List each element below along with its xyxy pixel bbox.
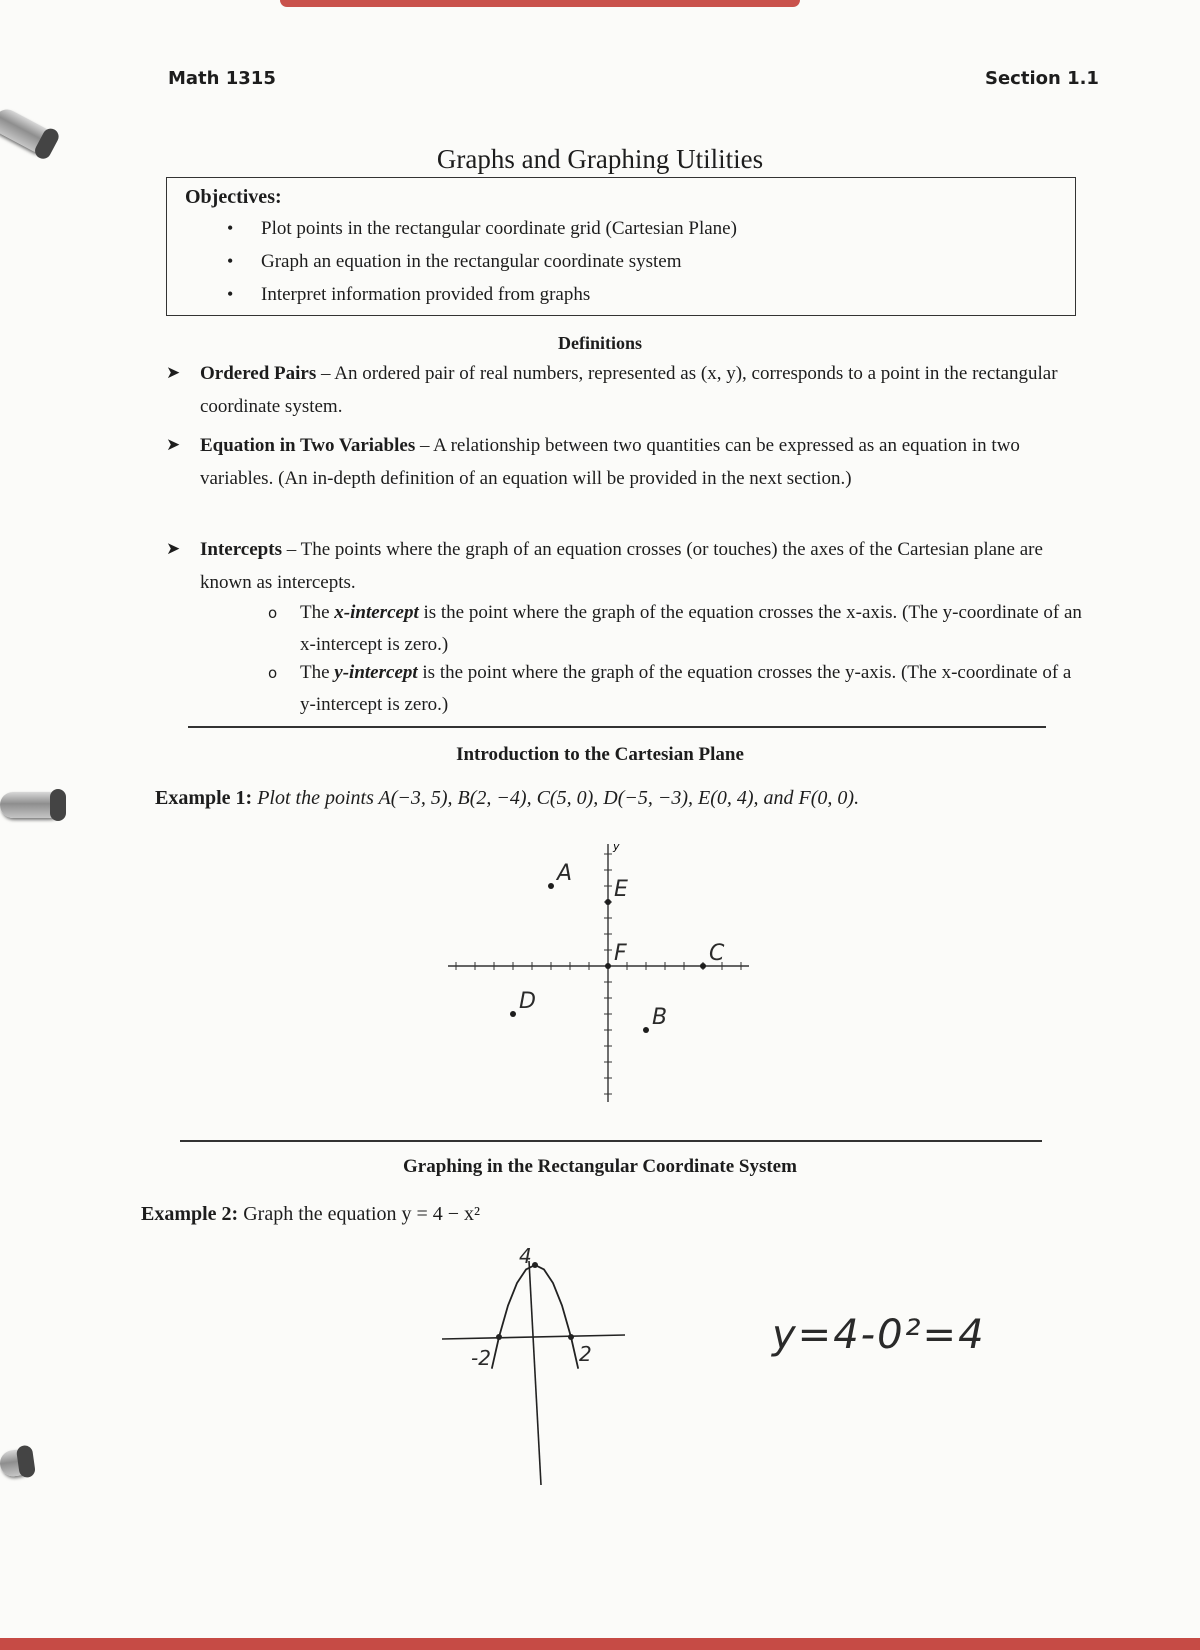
sketch-axes (442, 1261, 625, 1485)
definition-text: – A relationship between two quantities can be expressed as an equation in two variables. (An in-depth definition of an equation will be provided in the next section.) (200, 435, 1020, 489)
parabola-curve (492, 1262, 578, 1369)
point-label: E (614, 877, 628, 902)
definitions-heading: Definitions (557, 333, 642, 353)
objective-item: • Graph an equation in the rectangular coordinate system (227, 245, 737, 278)
point-marker (605, 963, 611, 969)
definition-text: is the point where the graph of the equation crosses the y-axis. (The x-coordinate of a y-intercept is zero.) (300, 662, 1072, 715)
subdefinition-y-intercept: o The y-intercept is the point where the graph of the equation crosses the y-axis. (The x-coordinate of a y-intercept is zero.) (300, 657, 1090, 721)
divider (180, 1140, 1042, 1142)
arrow-bullet-icon: ➤ (166, 435, 181, 455)
definition-term: Ordered Pairs (200, 363, 317, 384)
definition-term: Intercepts (200, 539, 282, 560)
point-label: C (709, 941, 725, 966)
section-heading: Graphing in the Rectangular Coordinate System (403, 1156, 797, 1177)
section-label: Section 1.1 (985, 68, 1099, 89)
point-label: B (652, 1005, 668, 1030)
point-marker (700, 963, 706, 969)
parabola-sketch (440, 1244, 640, 1495)
binder-edge-bottom (0, 1638, 1200, 1650)
definition-text: – An ordered pair of real numbers, represented as (x, y), corresponds to a point in the rectangular coordinate system. (200, 363, 1058, 417)
subdefinition-x-intercept: o The x-intercept is the point where the graph of the equation crosses the x-axis. (The y-coordinate of an x-intercept is zero.) (300, 597, 1090, 661)
course-label: Math 1315 (168, 68, 276, 89)
divider (188, 726, 1046, 728)
y-intercept-marker (532, 1262, 538, 1268)
point-a (548, 861, 572, 889)
example-2 (141, 1203, 480, 1226)
point-marker (548, 883, 554, 889)
objective-item: • Interpret information provided from graphs (227, 278, 737, 311)
point-label: D (519, 989, 536, 1014)
sketch-label: -2 (471, 1346, 491, 1370)
objectives-list (227, 212, 737, 311)
binder-ring (0, 1448, 32, 1478)
point-d (510, 989, 536, 1017)
objectives-heading: Objectives: (185, 186, 282, 208)
definition-intercepts (166, 533, 1090, 599)
definition-text: is the point where the graph of the equation crosses the x-axis. (The y-coordinate of an x-intercept is zero.) (300, 602, 1082, 655)
definition-ordered-pairs (166, 357, 1090, 423)
binder-ring (0, 792, 62, 818)
point-label: A (557, 861, 573, 886)
curve-line (492, 1265, 578, 1369)
circle-bullet-icon: o (268, 664, 278, 682)
sketch-label: 2 (579, 1342, 592, 1366)
point-marker (510, 1011, 516, 1017)
arrow-bullet-icon: ➤ (166, 539, 181, 559)
example-text: Graph the equation y = 4 − x² (238, 1203, 481, 1225)
example-1 (155, 787, 859, 810)
section-heading: Introduction to the Cartesian Plane (456, 744, 744, 765)
objective-item: • Plot points in the rectangular coordinate grid (Cartesian Plane) (227, 212, 737, 245)
plot-axes (448, 844, 749, 1102)
example-label: Example 1: (155, 787, 253, 809)
objectives-box (166, 177, 1076, 316)
plot-points (510, 861, 725, 1033)
x-intercept-marker (496, 1334, 502, 1340)
sketch-label: 4 (519, 1244, 532, 1268)
example-label: Example 2: (141, 1203, 239, 1225)
definition-term: x-intercept (334, 602, 419, 623)
y-axis-label: y (613, 840, 620, 853)
definition-term: Equation in Two Variables (200, 435, 416, 456)
definition-text: – The points where the graph of an equation crosses (or touches) the axes of the Cartesian plane are known as intercepts. (200, 539, 1043, 593)
page-title: Graphs and Graphing Utilities (436, 144, 764, 174)
definition-equation (166, 429, 1090, 495)
binder-edge-top (280, 0, 800, 7)
point-c (700, 941, 725, 969)
arrow-bullet-icon: ➤ (166, 363, 181, 383)
point-label: F (614, 941, 627, 966)
point-marker (643, 1027, 649, 1033)
definition-term: y-intercept (334, 662, 418, 683)
example-text: Plot the points A(−3, 5), B(2, −4), C(5, 0), D(−5, −3), E(0, 4), and F(0, 0). (252, 787, 860, 809)
x-intercept-marker (568, 1334, 574, 1340)
point-b (643, 1005, 667, 1033)
point-marker (605, 899, 611, 905)
y-axis (529, 1261, 541, 1485)
cartesian-plane-plot (420, 820, 800, 1120)
handwritten-work: y=4-0²=4 (772, 1312, 986, 1358)
circle-bullet-icon: o (268, 604, 278, 622)
